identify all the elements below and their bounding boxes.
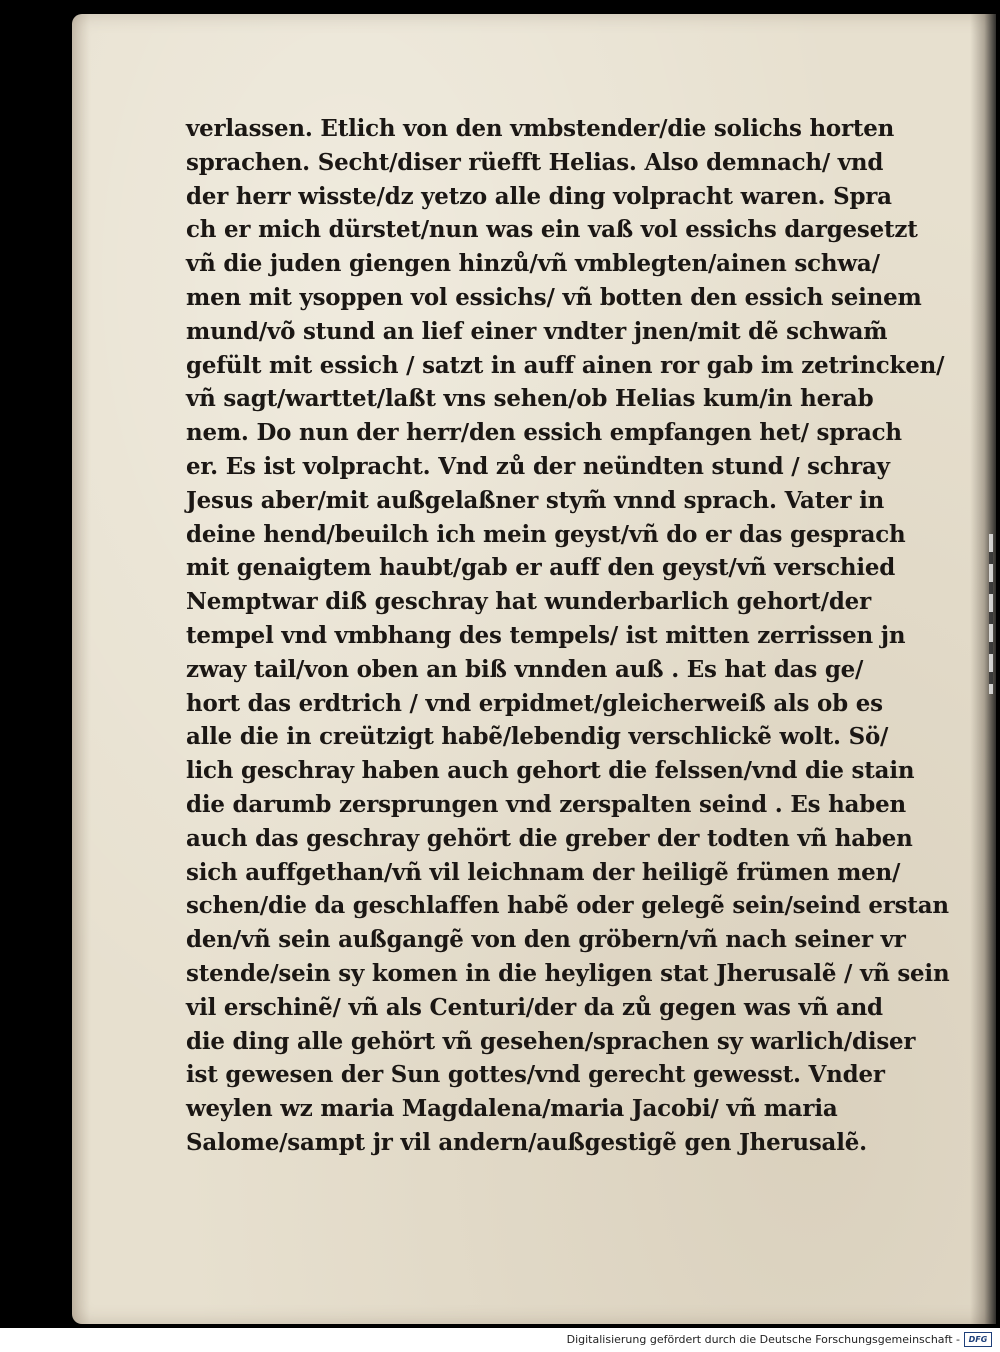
text-line: ch er mich dürstet/nun was ein vaß vol essichs dargesetzt <box>186 216 918 244</box>
text-line: mund/võ stund an lief einer vndter jnen/mit dẽ schwam̃ <box>186 317 888 345</box>
text-line: hort das erdtrich / vnd erpidmet/gleicherweiß als ob es <box>186 689 883 717</box>
text-line: sprachen. Secht/diser rüefft Helias. Also demnach/ vnd <box>186 148 884 176</box>
text-line: gefült mit essich / satzt in auff ainen ror gab im zetrincken/ <box>186 351 945 379</box>
text-line: vñ sagt/warttet/laßt vns sehen/ob Helias kum/in herab <box>186 385 874 413</box>
text-line: vñ die juden giengen hinzů/vñ vmblegten/ainen schwa/ <box>186 250 880 278</box>
text-line: vil erschinẽ/ vñ als Centuri/der da zů gegen was vñ and <box>186 993 883 1021</box>
digitization-footer <box>0 1328 1000 1352</box>
text-line: Salome/sampt jr vil andern/außgestigẽ gen Jherusalẽ. <box>186 1128 867 1156</box>
text-line: mit genaigtem haubt/gab er auff den geyst/vñ verschied <box>186 554 896 582</box>
text-line: sich auffgethan/vñ vil leichnam der heiligẽ frümen men/ <box>186 858 901 886</box>
text-line: stende/sein sy komen in die heyligen stat Jherusalẽ / vñ sein <box>186 959 950 987</box>
text-line: schen/die da geschlaffen habẽ oder gelegẽ sein/seind erstan <box>186 892 949 920</box>
text-line: verlassen. Etlich von den vmbstender/die solichs horten <box>186 115 895 142</box>
text-line: deine hend/beuilch ich mein geyst/vñ do er das gesprach <box>186 520 906 548</box>
text-line: tempel vnd vmbhang des tempels/ ist mitten zerrissen jn <box>186 621 906 649</box>
page-edge-marks <box>989 534 993 694</box>
text-line: men mit ysoppen vol essichs/ vñ botten den essich seinem <box>186 283 922 311</box>
text-line: er. Es ist volpracht. Vnd zů der neündten stund / schray <box>186 452 890 480</box>
text-line: zway tail/von oben an biß vnnden auß . Es hat das ge/ <box>186 655 864 683</box>
text-line: die ding alle gehört vñ gesehen/sprachen sy warlich/diser <box>186 1027 916 1055</box>
text-line: den/vñ sein außgangẽ von den gröbern/vñ nach seiner vr <box>186 926 906 954</box>
dfg-logo: DFG <box>964 1332 992 1347</box>
text-line: alle die in creützigt habẽ/lebendig verschlickẽ wolt. Sö/ <box>186 723 889 751</box>
text-line: ist gewesen der Sun gottes/vnd gerecht gewesst. Vnder <box>186 1061 885 1089</box>
text-line: Jesus aber/mit außgelaßner stym̃ vnnd sprach. Vater in <box>186 486 885 514</box>
text-line: auch das geschray gehört die greber der todten vñ haben <box>186 824 913 852</box>
text-line: lich geschray haben auch gehort die felssen/vnd die stain <box>186 757 915 785</box>
text-line: Nemptwar diß geschray hat wunderbarlich gehort/der <box>186 588 871 616</box>
text-line: die darumb zersprungen vnd zerspalten seind . Es haben <box>186 790 906 818</box>
text-line: der herr wisste/dz yetzo alle ding volpracht waren. Spra <box>186 182 892 210</box>
funding-credit: Digitalisierung gefördert durch die Deutsche Forschungsgemeinschaft - <box>566 1333 960 1346</box>
text-line: nem. Do nun der herr/den essich empfangen het/ sprach <box>186 419 902 447</box>
blackletter-text-block <box>186 112 956 1160</box>
text-line: weylen wz maria Magdalena/maria Jacobi/ vñ maria <box>186 1095 838 1123</box>
